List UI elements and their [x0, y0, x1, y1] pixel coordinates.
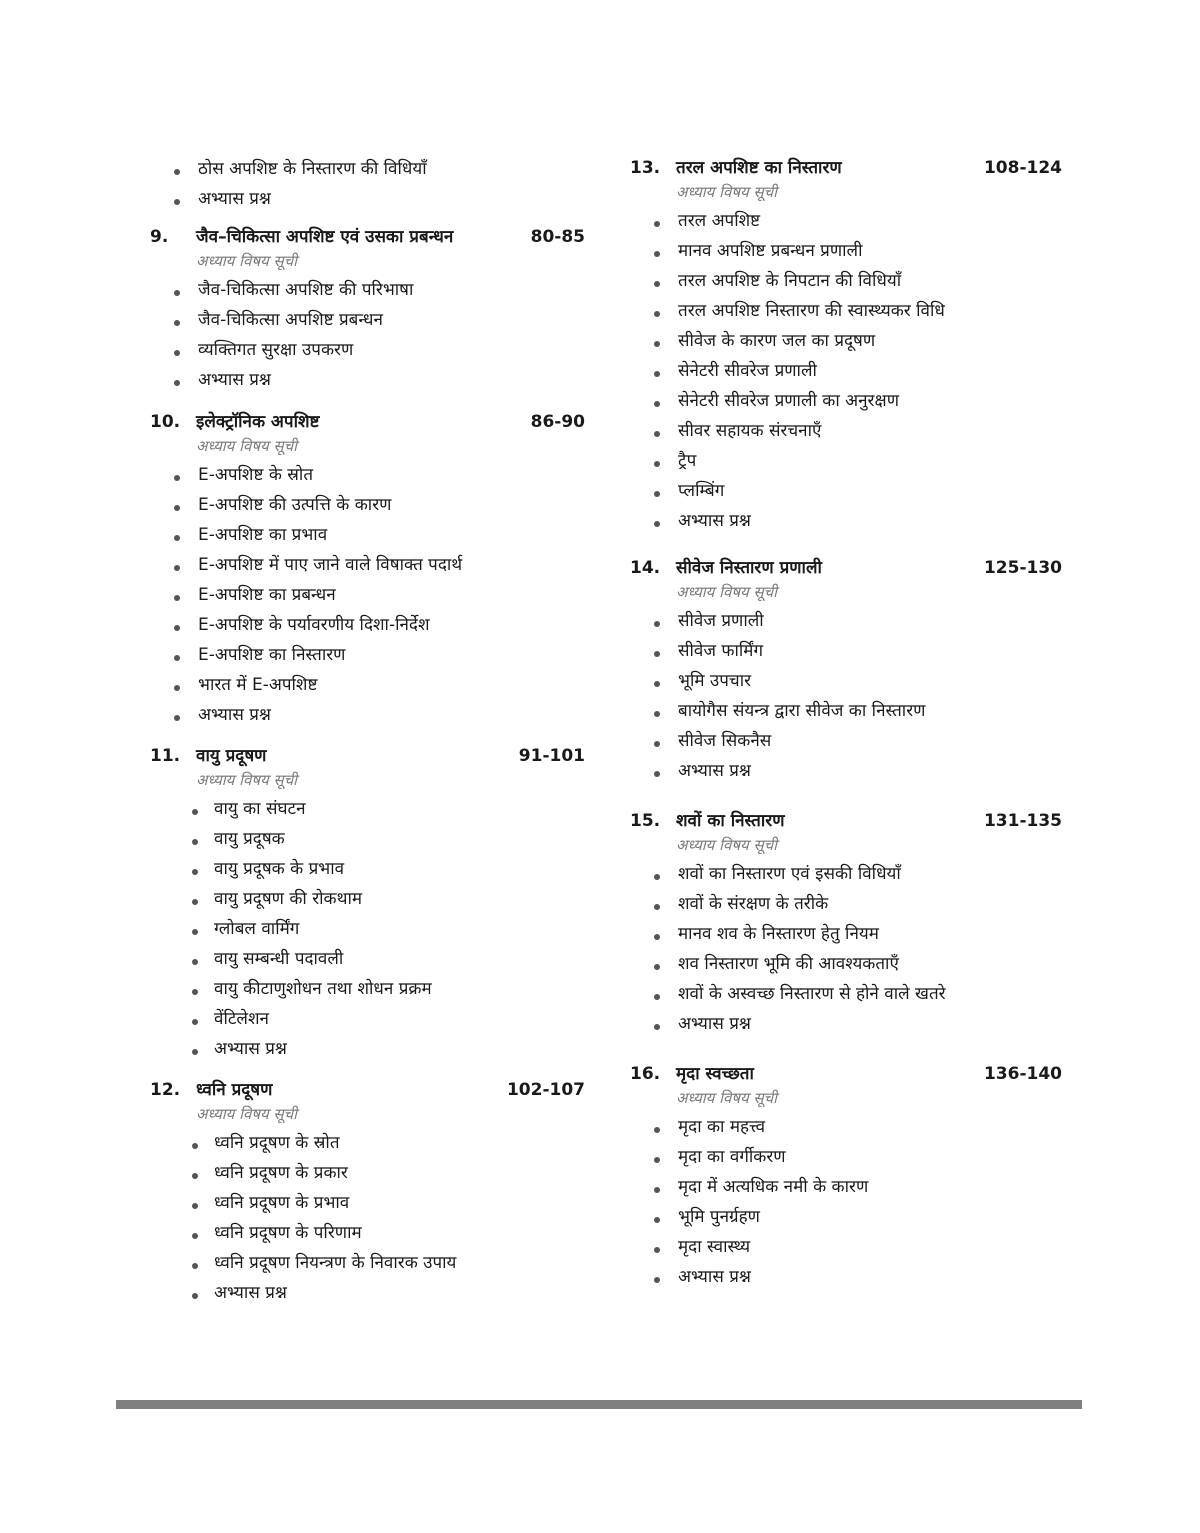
chapter-title: सीवेज निस्तारण प्रणाली: [676, 558, 822, 578]
list-item: [630, 636, 1110, 666]
list-item: [150, 335, 630, 365]
chapter-subheading: अध्याय विषय सूची: [196, 1105, 298, 1123]
chapter-subheading: अध्याय विषय सूची: [196, 771, 298, 789]
bullet-icon: [654, 491, 660, 497]
list-item: [150, 884, 630, 914]
bullet-icon: [654, 1187, 660, 1193]
chapter-title: वायु प्रदूषण: [196, 746, 267, 766]
list-item: [150, 1278, 630, 1308]
footer-divider: [116, 1400, 1082, 1409]
bullet-icon: [654, 651, 660, 657]
topic-label: भूमि पुनर्ग्रहण: [678, 1207, 760, 1227]
list-item: [150, 914, 630, 944]
bullet-icon: [654, 341, 660, 347]
chapter-title: ध्वनि प्रदूषण: [196, 1080, 273, 1100]
list-item: [630, 416, 1110, 446]
chapter-14: [630, 555, 1110, 786]
topic-label: ध्वनि प्रदूषण नियन्त्रण के निवारक उपाय: [214, 1253, 457, 1273]
list-item: [630, 236, 1110, 266]
bullet-icon: [654, 904, 660, 910]
bullet-icon: [192, 899, 198, 905]
topic-label: अभ्यास प्रश्न: [214, 1039, 287, 1059]
chapter-13: [630, 155, 1110, 536]
chapter-16: [630, 1061, 1110, 1292]
list-item: [630, 1009, 1110, 1039]
bullet-icon: [654, 741, 660, 747]
page-range: 125-130: [983, 558, 1062, 578]
topic-label: मृदा स्वास्थ्य: [678, 1237, 751, 1257]
chapter-subheading: अध्याय विषय सूची: [196, 252, 298, 270]
list-item: [150, 1158, 630, 1188]
bullet-icon: [174, 350, 180, 356]
list-item: [150, 365, 630, 395]
bullet-icon: [654, 771, 660, 777]
bullet-icon: [174, 685, 180, 691]
bullet-icon: [654, 311, 660, 317]
bullet-icon: [192, 1049, 198, 1055]
bullet-icon: [654, 431, 660, 437]
bullet-icon: [192, 959, 198, 965]
topic-label: अभ्यास प्रश्न: [678, 1014, 751, 1034]
list-item: [150, 184, 630, 214]
topic-label: मानव शव के निस्तारण हेतु नियम: [678, 924, 879, 944]
topic-label: अभ्यास प्रश्न: [678, 511, 751, 531]
list-item: [630, 1112, 1110, 1142]
topic-label: अभ्यास प्रश्न: [198, 189, 271, 209]
bullet-icon: [654, 934, 660, 940]
bullet-icon: [192, 1233, 198, 1239]
topic-list: [150, 1128, 630, 1308]
list-item: [630, 606, 1110, 636]
list-item: [630, 266, 1110, 296]
topic-list: [150, 154, 630, 214]
list-item: [630, 1262, 1110, 1292]
bullet-icon: [654, 401, 660, 407]
list-item: [150, 305, 630, 335]
list-item: [150, 550, 630, 580]
bullet-icon: [654, 874, 660, 880]
bullet-icon: [192, 929, 198, 935]
chapter-title: जैव–चिकित्सा अपशिष्ट एवं उसका प्रबन्धन: [196, 227, 454, 247]
chapter-number: 13.: [630, 158, 661, 178]
chapter-9: [150, 224, 630, 395]
topic-label: E-अपशिष्ट में पाए जाने वाले विषाक्त पदार्थ: [198, 555, 463, 575]
page-range: 80-85: [530, 227, 585, 247]
list-item: [630, 666, 1110, 696]
topic-list: [150, 460, 630, 730]
list-item: [150, 1034, 630, 1064]
topic-label: वायु प्रदूषक के प्रभाव: [214, 859, 345, 879]
chapter-subheading: अध्याय विषय सूची: [196, 437, 298, 455]
bullet-icon: [192, 1293, 198, 1299]
bullet-icon: [174, 505, 180, 511]
bullet-icon: [654, 461, 660, 467]
bullet-icon: [174, 535, 180, 541]
chapter-10: [150, 409, 630, 730]
bullet-icon: [654, 681, 660, 687]
topic-label: अभ्यास प्रश्न: [214, 1283, 287, 1303]
topic-label: ध्वनि प्रदूषण के प्रभाव: [214, 1193, 350, 1213]
list-item: [150, 640, 630, 670]
topic-label: सीवेज प्रणाली: [678, 611, 764, 631]
bullet-icon: [192, 1143, 198, 1149]
topic-list: [150, 275, 630, 395]
topic-label: मृदा का महत्त्व: [678, 1117, 766, 1137]
list-item: [630, 356, 1110, 386]
bullet-icon: [192, 1173, 198, 1179]
topic-list: [630, 1112, 1110, 1292]
list-item: [150, 580, 630, 610]
topic-label: तरल अपशिष्ट: [678, 211, 761, 231]
topic-label: सीवेज सिकनैस: [678, 731, 772, 751]
list-item: [630, 206, 1110, 236]
topic-label: E-अपशिष्ट का प्रबन्धन: [198, 585, 336, 605]
topic-label: प्लम्बिंग: [678, 481, 725, 501]
topic-label: बायोगैस संयन्त्र द्वारा सीवेज का निस्तारण: [678, 701, 926, 721]
bullet-icon: [654, 371, 660, 377]
list-item: [150, 670, 630, 700]
topic-label: शवों के अस्वच्छ निस्तारण से होने वाले खतरे: [678, 984, 946, 1004]
topic-label: सीवर सहायक संरचनाएँ: [678, 421, 822, 441]
bullet-icon: [654, 1157, 660, 1163]
list-item: [150, 794, 630, 824]
chapter-number: 12.: [150, 1080, 181, 1100]
topic-list: [630, 606, 1110, 786]
bullet-icon: [654, 1247, 660, 1253]
topic-label: शव निस्तारण भूमि की आवश्यकताएँ: [678, 954, 899, 974]
bullet-icon: [192, 869, 198, 875]
list-item: [150, 700, 630, 730]
bullet-icon: [174, 595, 180, 601]
topic-label: तरल अपशिष्ट के निपटान की विधियाँ: [678, 271, 902, 291]
bullet-icon: [174, 199, 180, 205]
list-item: [150, 974, 630, 1004]
continued-items: [150, 154, 630, 214]
list-item: [630, 1142, 1110, 1172]
topic-label: अभ्यास प्रश्न: [678, 1267, 751, 1287]
list-item: [630, 1232, 1110, 1262]
list-item: [630, 296, 1110, 326]
list-item: [630, 726, 1110, 756]
bullet-icon: [174, 565, 180, 571]
list-item: [150, 1218, 630, 1248]
topic-label: E-अपशिष्ट का निस्तारण: [198, 645, 346, 665]
bullet-icon: [654, 251, 660, 257]
chapter-number: 16.: [630, 1064, 661, 1084]
topic-label: E-अपशिष्ट के पर्यावरणीय दिशा-निर्देश: [198, 615, 430, 635]
page-range: 91-101: [518, 746, 585, 766]
list-item: [630, 756, 1110, 786]
chapter-number: 11.: [150, 746, 181, 766]
list-item: [150, 854, 630, 884]
topic-label: E-अपशिष्ट की उत्पत्ति के कारण: [198, 495, 392, 515]
page-range: 108-124: [983, 158, 1062, 178]
chapter-number: 15.: [630, 811, 661, 831]
bullet-icon: [174, 475, 180, 481]
topic-label: ठोस अपशिष्ट के निस्तारण की विधियाँ: [198, 159, 427, 179]
bullet-icon: [654, 521, 660, 527]
topic-label: E-अपशिष्ट के स्रोत: [198, 465, 314, 485]
chapter-subheading: अध्याय विषय सूची: [676, 836, 778, 854]
topic-label: वायु का संघटन: [214, 799, 306, 819]
list-item: [150, 944, 630, 974]
bullet-icon: [192, 1263, 198, 1269]
list-item: [150, 520, 630, 550]
topic-label: सेनेटरी सीवरेज प्रणाली का अनुरक्षण: [678, 391, 899, 411]
topic-label: वायु प्रदूषक: [214, 829, 285, 849]
list-item: [630, 1202, 1110, 1232]
list-item: [150, 610, 630, 640]
topic-label: शवों का निस्तारण एवं इसकी विधियाँ: [678, 864, 901, 884]
list-item: [630, 1172, 1110, 1202]
list-item: [630, 326, 1110, 356]
list-item: [150, 460, 630, 490]
bullet-icon: [654, 281, 660, 287]
list-item: [150, 1004, 630, 1034]
topic-label: मृदा का वर्गीकरण: [678, 1147, 786, 1167]
chapter-subheading: अध्याय विषय सूची: [676, 583, 778, 601]
list-item: [630, 446, 1110, 476]
topic-label: जैव-चिकित्सा अपशिष्ट की परिभाषा: [198, 280, 414, 300]
list-item: [150, 1188, 630, 1218]
topic-label: वेंटिलेशन: [214, 1009, 269, 1029]
bullet-icon: [192, 1203, 198, 1209]
topic-label: अभ्यास प्रश्न: [678, 761, 751, 781]
list-item: [630, 919, 1110, 949]
bullet-icon: [174, 625, 180, 631]
bullet-icon: [654, 621, 660, 627]
topic-label: व्यक्तिगत सुरक्षा उपकरण: [198, 340, 354, 360]
topic-label: ग्लोबल वार्मिंग: [214, 919, 300, 939]
topic-label: तरल अपशिष्ट निस्तारण की स्वास्थ्यकर विधि: [678, 301, 945, 321]
topic-list: [630, 859, 1110, 1039]
bullet-icon: [654, 221, 660, 227]
topic-label: ध्वनि प्रदूषण के प्रकार: [214, 1163, 348, 1183]
bullet-icon: [192, 989, 198, 995]
topic-label: वायु प्रदूषण की रोकथाम: [214, 889, 363, 909]
bullet-icon: [192, 1019, 198, 1025]
bullet-icon: [192, 809, 198, 815]
topic-label: सीवेज फार्मिंग: [678, 641, 764, 661]
topic-label: अभ्यास प्रश्न: [198, 705, 271, 725]
list-item: [150, 275, 630, 305]
topic-label: जैव-चिकित्सा अपशिष्ट प्रबन्धन: [198, 310, 383, 330]
list-item: [630, 386, 1110, 416]
topic-list: [150, 794, 630, 1064]
topic-label: ध्वनि प्रदूषण के परिणाम: [214, 1223, 362, 1243]
topic-label: अभ्यास प्रश्न: [198, 370, 271, 390]
topic-label: मृदा में अत्यधिक नमी के कारण: [678, 1177, 869, 1197]
bullet-icon: [654, 1024, 660, 1030]
chapter-title: तरल अपशिष्ट का निस्तारण: [676, 158, 842, 178]
topic-label: मानव अपशिष्ट प्रबन्धन प्रणाली: [678, 241, 863, 261]
topic-label: सेनेटरी सीवरेज प्रणाली: [678, 361, 817, 381]
bullet-icon: [174, 320, 180, 326]
topic-list: [630, 206, 1110, 536]
bullet-icon: [174, 655, 180, 661]
list-item: [150, 154, 630, 184]
bullet-icon: [174, 169, 180, 175]
list-item: [630, 979, 1110, 1009]
chapter-11: [150, 743, 630, 1064]
chapter-subheading: अध्याय विषय सूची: [676, 183, 778, 201]
list-item: [630, 889, 1110, 919]
chapter-number: 14.: [630, 558, 661, 578]
bullet-icon: [192, 839, 198, 845]
topic-label: वायु कीटाणुशोधन तथा शोधन प्रक्रम: [214, 979, 432, 999]
chapter-title: इलेक्ट्रॉनिक अपशिष्ट: [196, 412, 320, 432]
bullet-icon: [174, 290, 180, 296]
list-item: [150, 1248, 630, 1278]
chapter-15: [630, 808, 1110, 1039]
page-range: 131-135: [983, 811, 1062, 831]
chapter-12: [150, 1077, 630, 1308]
topic-label: E-अपशिष्ट का प्रभाव: [198, 525, 328, 545]
chapter-number: 10.: [150, 412, 181, 432]
topic-label: सीवेज के कारण जल का प्रदूषण: [678, 331, 876, 351]
bullet-icon: [654, 994, 660, 1000]
list-item: [150, 824, 630, 854]
bullet-icon: [654, 711, 660, 717]
list-item: [150, 1128, 630, 1158]
bullet-icon: [654, 964, 660, 970]
chapter-subheading: अध्याय विषय सूची: [676, 1089, 778, 1107]
chapter-title: मृदा स्वच्छता: [676, 1064, 754, 1084]
list-item: [630, 696, 1110, 726]
topic-label: ध्वनि प्रदूषण के स्रोत: [214, 1133, 340, 1153]
topic-label: भारत में E-अपशिष्ट: [198, 675, 318, 695]
bullet-icon: [174, 715, 180, 721]
bullet-icon: [654, 1127, 660, 1133]
bullet-icon: [174, 380, 180, 386]
topic-label: ट्रैप: [678, 451, 697, 471]
list-item: [630, 949, 1110, 979]
chapter-title: शवों का निस्तारण: [676, 811, 785, 831]
list-item: [150, 490, 630, 520]
page-range: 136-140: [983, 1064, 1062, 1084]
bullet-icon: [654, 1217, 660, 1223]
chapter-number: 9.: [150, 227, 169, 247]
topic-label: वायु सम्बन्धी पदावली: [214, 949, 344, 969]
topic-label: शवों के संरक्षण के तरीके: [678, 894, 829, 914]
topic-label: भूमि उपचार: [678, 671, 752, 691]
page-range: 86-90: [530, 412, 585, 432]
list-item: [630, 859, 1110, 889]
bullet-icon: [654, 1277, 660, 1283]
list-item: [630, 476, 1110, 506]
page-range: 102-107: [506, 1080, 585, 1100]
list-item: [630, 506, 1110, 536]
